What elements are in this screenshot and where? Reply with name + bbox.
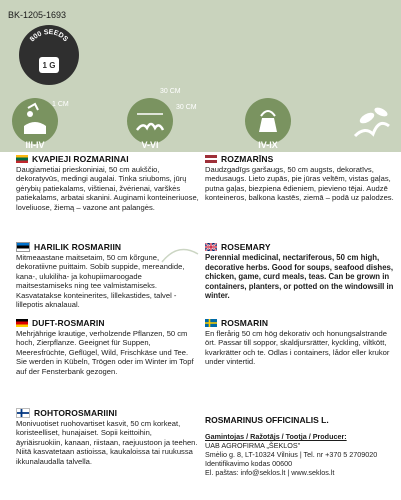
instructions-header (0, 0, 401, 152)
section-fi (16, 408, 200, 466)
producer-email: El. paštas: info@seklos.lt | www.seklos.lt (205, 468, 335, 477)
description-panel (0, 152, 401, 500)
month-sowing: III-IV (25, 140, 45, 150)
month-planting: V-VI (141, 140, 159, 150)
section-de-title: DUFT-ROSMARIN (32, 318, 105, 328)
section-de-body: Mehrjährige krautige, verholzende Pflanzen, 50 cm hoch, Zierpflanze. Geeignet für Suppen, Meeresfrüchte, Geflügel, Wild, Frischkäse und Tee. Sie werden in Kübeln, Trögen oder im Winter im Topf auf der Fensterbank gezogen. (16, 329, 194, 376)
spacing-side-label: 30 CM (176, 104, 197, 111)
section-en (205, 242, 395, 301)
section-lv-body: Daudzgadīgs garšaugs, 50 cm augsts, dekoratīvs, medusaugs. Lieto zupās, pie jūras veltēm, vistas gaļas, putna gaļas, biezpiena ēdieniem, pievieno tējai. Audzē konteineros, balkona kastēs, ziemā – podā uz palodzes. (205, 165, 394, 203)
section-lv-title: ROZMARĪNS (221, 154, 274, 164)
latin-name: ROSMARINUS OFFICINALIS L. (205, 415, 329, 425)
sprout-icon (345, 96, 395, 142)
depth-label: 1 CM (52, 101, 69, 108)
section-lv (205, 154, 395, 203)
producer-heading: Gamintojas / Ražotājs / Tootja / Producer: (205, 432, 347, 441)
seeds-weight: 1 G (42, 61, 56, 70)
section-en-body: Perennial medicinal, nectariferous, 50 cm high, decorative herbs. Good for soups, seafood dishes, chicken, game, curd meals, teas. Can be grown in containers, planters, or potted on the windowsill in winter. (205, 253, 394, 301)
producer-address: Smėlio g. 8, LT-10324 Vilnius | Tel. nr +370 5 2709020 (205, 450, 378, 459)
producer-block (205, 415, 395, 477)
harvest-icon (243, 96, 293, 146)
flag-de-icon (16, 319, 28, 327)
section-lt-title: KVAPIEJI ROZMARINAI (32, 154, 129, 164)
section-en-title: ROSEMARY (221, 242, 271, 252)
section-et-title: HARILIK ROSMARIIN (34, 242, 122, 252)
producer-name: UAB AGROFIRMA „ŠEKLOS" (205, 441, 301, 450)
flag-lt-icon (16, 155, 28, 163)
product-code: BK-1205-1693 (8, 10, 67, 20)
leaf-decor-icon (160, 244, 200, 264)
section-sv-body: En flerårig 50 cm hög dekorativ och honungsalstrande ört. Passar till soppor, skaldjursrätter, kyckling, viltkött, kvarkrätter och te. Odlas i containers, lådor eller krukor under vintertid. (205, 329, 390, 367)
section-et-body: Mitmeaastane maitsetaim, 50 cm kõrgune, dekoratiivne puittaim. Sobib suppide, mereandide, kana-, ulukiliha- ja kohupiimaroogade maitsestamiseks ning tee valmistamiseks. Kasvatatakse konteinerites, lillekastides, talvel - lillepotis aknalaual. (16, 253, 185, 310)
section-lt (16, 154, 200, 212)
section-sv-title: ROSMARIN (221, 318, 269, 328)
section-lt-body: Daugiametiai prieskoniniai, 50 cm aukščio, dekoratyvūs, medingi augalai. Tinka sriuboms, jūrų gėrybių patiekalams, vištienai, žvėrienai, varškės patiekalams, arbatai skanini. Auginami konteineriuose, loveliuose, žiemą – vazone ant palangės. (16, 165, 199, 212)
producer-id: Identifikavimo kodas 00600 (205, 459, 293, 468)
flag-et-icon (16, 242, 30, 252)
section-de (16, 318, 200, 376)
seeds-label: 800 SEEDS (28, 28, 70, 44)
section-fi-title: ROHTOROSMARIINI (34, 408, 118, 418)
month-harvest: IV-IX (258, 140, 278, 150)
section-fi-body: Monivuotiset ruohovartiset kasvit, 50 cm korkeat, koristeelliset, hunajaiset. Sopii keittoihin, äyriäisruokiin, kanaan, riistaan, raejuustoon ja teehen. Niitä kasvatetaan astioissa, kaukaloissa tai ruukussa ikkunalaudalla talvella. (16, 419, 198, 466)
spacing-top-label: 30 CM (160, 88, 181, 95)
flag-uk-icon (205, 243, 217, 251)
flag-fi-icon (16, 408, 30, 418)
flag-lv-icon (205, 155, 217, 163)
section-sv (205, 318, 395, 367)
flag-se-icon (205, 319, 217, 327)
spacing-icon (125, 96, 175, 146)
seed-count-icon (18, 24, 80, 86)
